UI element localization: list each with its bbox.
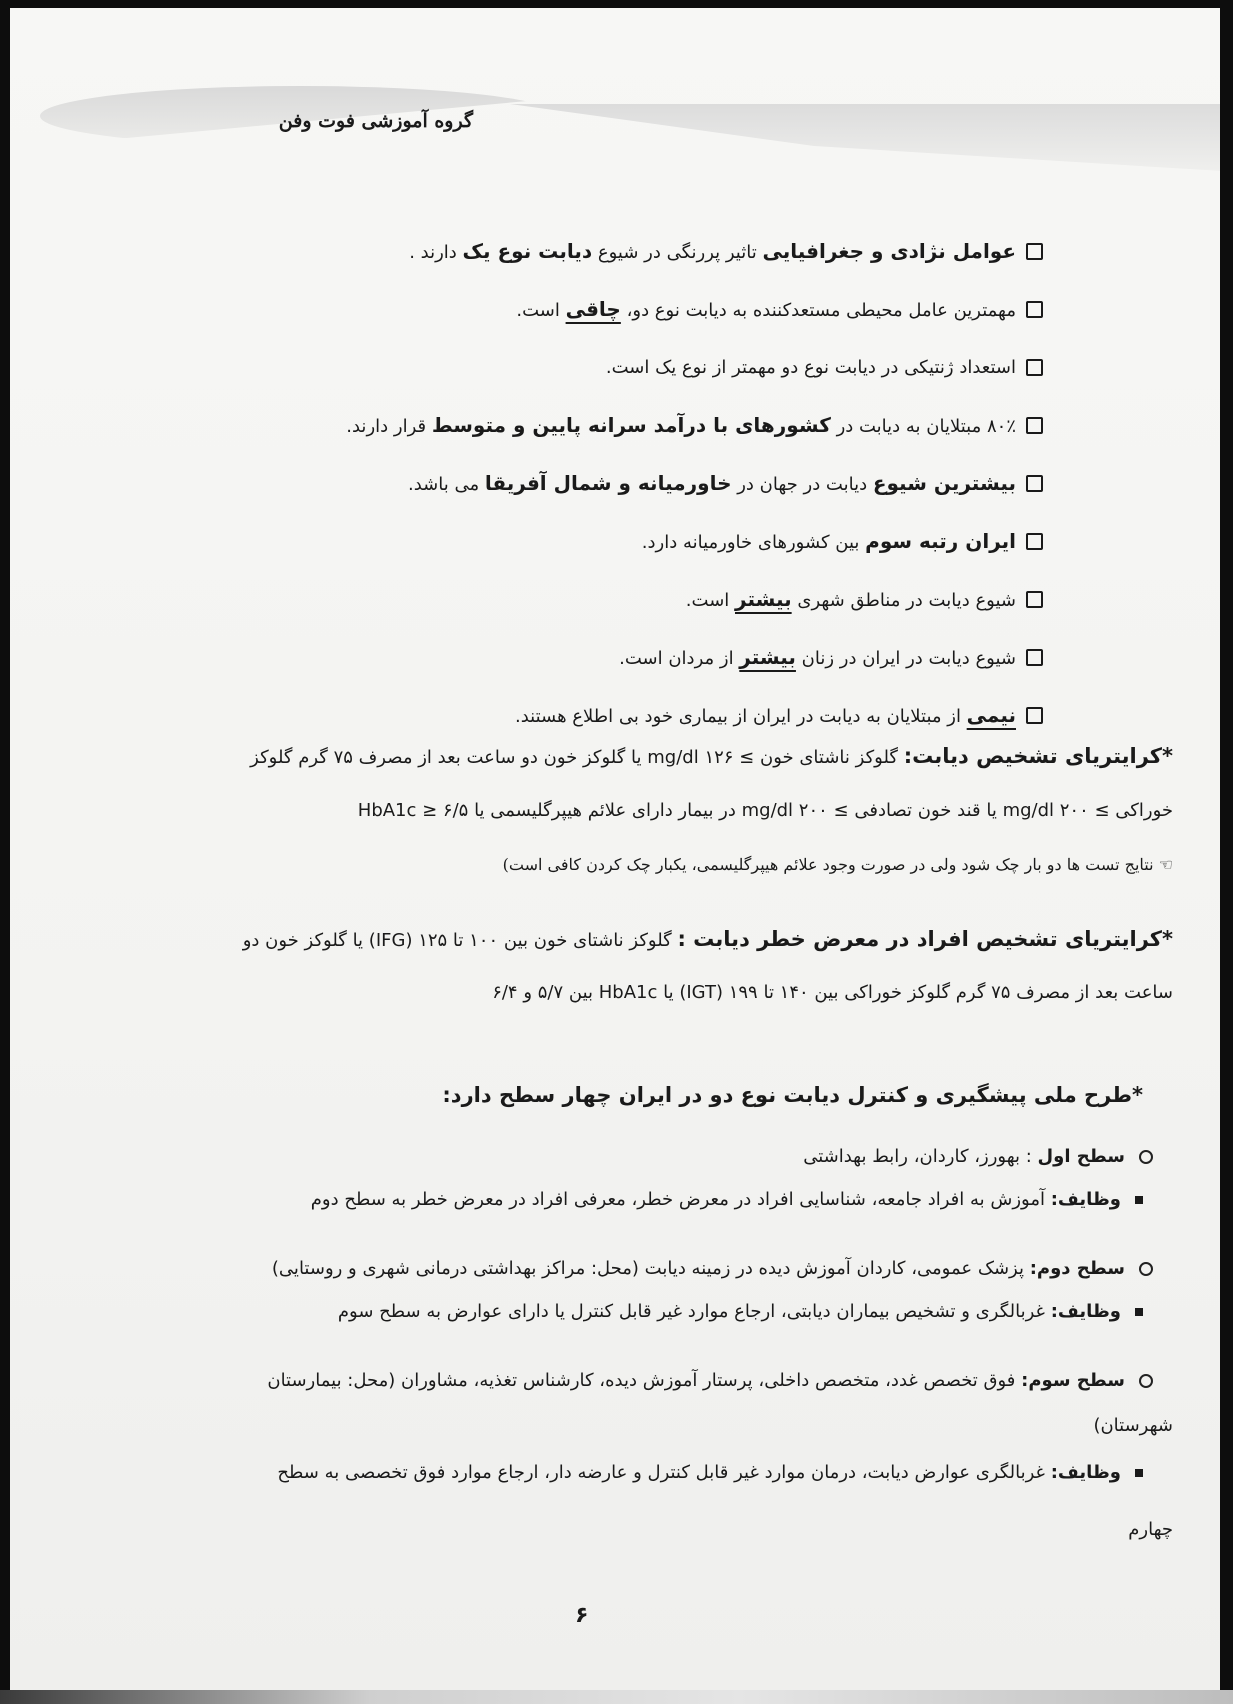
checkbox-icon bbox=[1026, 417, 1043, 434]
list-item: ایران رتبه سوم بین کشورهای خاورمیانه دارد. bbox=[143, 512, 1043, 570]
circle-bullet-icon bbox=[1139, 1374, 1153, 1388]
checkbox-icon bbox=[1026, 649, 1043, 666]
risk-title: *کرایتریای تشخیص افراد در معرض خطر دیابت : bbox=[677, 927, 1173, 951]
circle-bullet-icon bbox=[1139, 1150, 1153, 1164]
list-item: عوامل نژادی و جغرافیایی تاثیر پررنگی در شیوع دیابت نوع یک دارند . bbox=[143, 222, 1043, 280]
diagnosis-note: ☜ نتایج تست ها دو بار چک شود ولی در صورت وجود علائم هیپرگلیسمی، یکبار چک کردن کافی است) bbox=[502, 855, 1173, 874]
list-item: بیشترین شیوع دیابت در جهان در خاورمیانه و شمال آفریقا می باشد. bbox=[143, 454, 1043, 512]
level-2: سطح دوم: پزشک عمومی، کاردان آموزش دیده در زمینه دیابت (محل: مراکز بهداشتی درمانی شهری و روستایی) وظایف: غربالگری و تشخیص بیماران دیابتی، ارجاع موارد غیر قابل کنترل یا دارای عوارض به سطح سوم bbox=[73, 1258, 1173, 1322]
square-bullet-icon bbox=[1135, 1196, 1143, 1204]
risk-criteria: *کرایتریای تشخیص افراد در معرض خطر دیابت : گلوکز ناشتای خون بین ۱۰۰ تا ۱۲۵ (IFG) یا گلوکز خون دو ساعت بعد از مصرف ۷۵ گرم گلوکز خوراکی بین ۱۴۰ تا ۱۹۹ (IGT) یا HbA1c بین ۵/۷ و ۶/۴ bbox=[242, 927, 1173, 1003]
list-item: شیوع دیابت در مناطق شهری بیشتر است. bbox=[143, 570, 1043, 628]
level-1: سطح اول : بهورز، کاردان، رابط بهداشتی وظایف: آموزش به افراد جامعه، شناسایی افراد در معرض خطر، معرفی افراد در معرض خطر به سطح دوم bbox=[73, 1146, 1173, 1210]
circle-bullet-icon bbox=[1139, 1262, 1153, 1276]
list-item: ۸۰٪ مبتلایان به دیابت در کشورهای با درآمد سرانه پایین و متوسط قرار دارند. bbox=[143, 396, 1043, 454]
list-item: نیمی از مبتلایان به دیابت در ایران از بیماری خود بی اطلاع هستند. bbox=[143, 686, 1043, 744]
checkbox-icon bbox=[1026, 707, 1043, 724]
checkbox-icon bbox=[1026, 301, 1043, 318]
plan-title: *طرح ملی پیشگیری و کنترل دیابت نوع دو در ایران چهار سطح دارد: bbox=[442, 1083, 1143, 1107]
checkbox-icon bbox=[1026, 591, 1043, 608]
list-item: شیوع دیابت در ایران در زنان بیشتر از مردان است. bbox=[143, 628, 1043, 686]
header-decoration-right bbox=[510, 104, 1220, 174]
square-bullet-icon bbox=[1135, 1308, 1143, 1316]
level-3: سطح سوم: فوق تخصص غدد، متخصص داخلی، پرستار آموزش دیده، کارشناس تغذیه، مشاوران (محل: بیمارستان شهرستان) وظایف: غربالگری عوارض دیابت، درمان موارد غیر قابل کنترل و عارضه دار، ارجاع موارد فوق تخصصی به سطح چهارم bbox=[267, 1370, 1173, 1540]
square-bullet-icon bbox=[1135, 1469, 1143, 1477]
checkbox-icon bbox=[1026, 533, 1043, 550]
diagnosis-title: *کرایتریای تشخیص دیابت: bbox=[903, 744, 1173, 768]
checkbox-icon bbox=[1026, 475, 1043, 492]
diagnosis-criteria: *کرایتریای تشخیص دیابت: گلوکز ناشتای خون ≥ ۱۲۶ mg/dl یا گلوکز خون دو ساعت بعد از مصرف ۷۵ گرم گلوکز خوراکی ≥ ۲۰۰ mg/dl یا قند خون تصادفی ≥ ۲۰۰ mg/dl در بیمار دارای علائم هیپرگلیسمی یا HbA1c ≥ ۶/۵ ☜ نتایج تست ها دو بار چک شود ولی در صورت وجود علائم هیپرگلیسمی، یکبار چک کردن کافی است) bbox=[53, 742, 1173, 910]
list-item: استعداد ژنتیکی در دیابت نوع دو مهمتر از نوع یک است. bbox=[143, 338, 1043, 396]
page-number: ۶ bbox=[575, 1603, 589, 1628]
checkbox-icon bbox=[1026, 243, 1043, 260]
page-edge bbox=[0, 1690, 1233, 1704]
fact-list bbox=[143, 222, 1043, 744]
list-item: مهمترین عامل محیطی مستعدکننده به دیابت نوع دو، چاقی است. bbox=[143, 280, 1043, 338]
header-title: گروه آموزشی فوت وفن bbox=[278, 110, 473, 132]
checkbox-icon bbox=[1026, 359, 1043, 376]
